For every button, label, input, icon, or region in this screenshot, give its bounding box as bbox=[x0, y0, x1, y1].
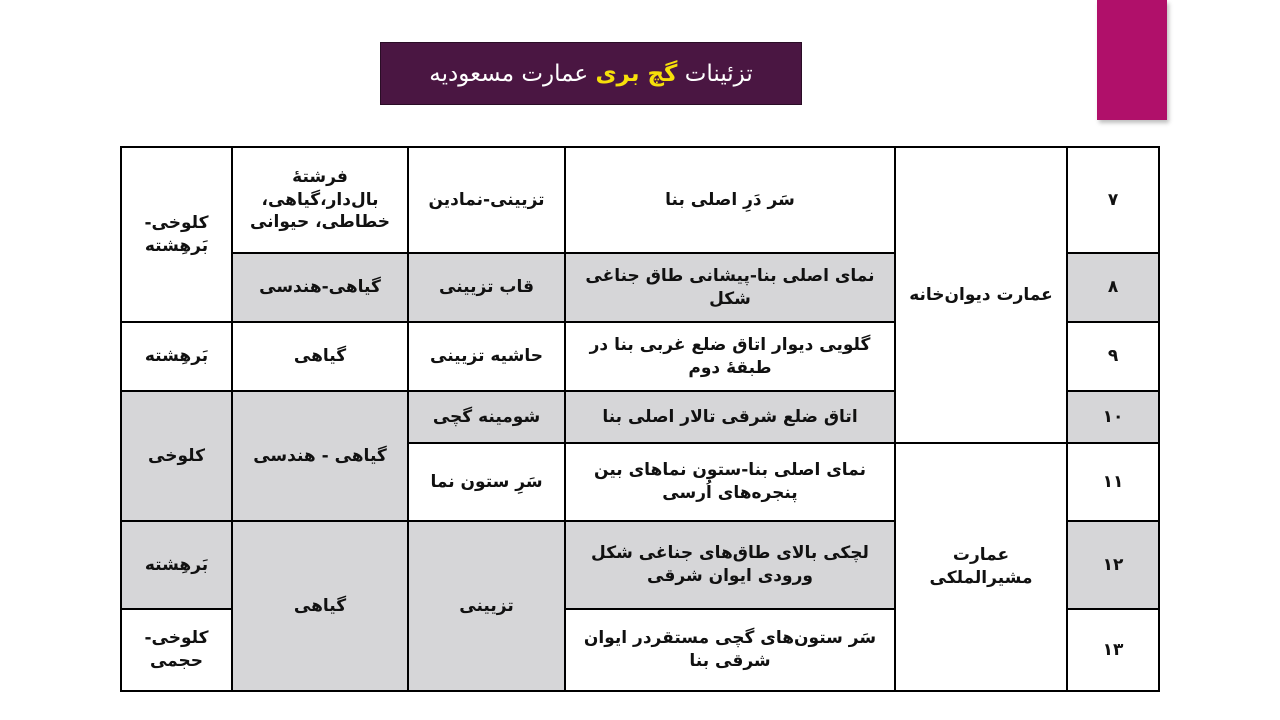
type-cell: سَرِ ستون نما bbox=[409, 444, 564, 520]
row-number: ۱۲ bbox=[1068, 522, 1158, 608]
technique-cell: بَرهِشته bbox=[122, 323, 231, 390]
row-number: ۷ bbox=[1068, 148, 1158, 252]
row-number: ۹ bbox=[1068, 323, 1158, 390]
title-part-1: تزئینات bbox=[684, 60, 753, 87]
type-cell: تزیینی-نمادین bbox=[409, 148, 564, 252]
technique-cell: کلوخی-بَرهِشته bbox=[122, 148, 231, 321]
row-number: ۱۳ bbox=[1068, 610, 1158, 690]
location-cell: نمای اصلی بنا-ستون نماهای بین پنجره‌های اُرسی bbox=[566, 444, 894, 520]
accent-bar bbox=[1097, 0, 1167, 120]
location-cell: اتاق ضلع شرقی تالار اصلی بنا bbox=[566, 392, 894, 442]
location-cell: سَر ستون‌های گچی مستقردر ایوان شرقی بنا bbox=[566, 610, 894, 690]
technique-cell: بَرهِشته bbox=[122, 522, 231, 608]
row-number: ۸ bbox=[1068, 254, 1158, 321]
location-cell: سَر دَرِ اصلی بنا bbox=[566, 148, 894, 252]
building-cell: عمارت مشیرالملکی bbox=[896, 444, 1066, 690]
building-cell: عمارت دیوان‌خانه bbox=[896, 148, 1066, 442]
technique-cell: کلوخی-حجمی bbox=[122, 610, 231, 690]
type-cell: قاب تزیینی bbox=[409, 254, 564, 321]
row-number: ۱۰ bbox=[1068, 392, 1158, 442]
motif-cell: گیاهی bbox=[233, 522, 407, 690]
type-cell: حاشیه تزیینی bbox=[409, 323, 564, 390]
motif-cell: فرشتهٔ بال‌دار،گیاهی، خطاطی، حیوانی bbox=[233, 148, 407, 252]
location-cell: گلویی دیوار اتاق ضلع غربی بنا در طبقهٔ دوم bbox=[566, 323, 894, 390]
technique-cell: کلوخی bbox=[122, 392, 231, 520]
slide-title bbox=[380, 42, 802, 105]
row-number: ۱۱ bbox=[1068, 444, 1158, 520]
location-cell: لچکی بالای طاق‌های جناغی شکل ورودی ایوان شرقی bbox=[566, 522, 894, 608]
stucco-table bbox=[120, 146, 1160, 692]
motif-cell: گیاهی bbox=[233, 323, 407, 390]
motif-cell: گیاهی - هندسی bbox=[233, 392, 407, 520]
title-highlight: گچ بری bbox=[595, 60, 678, 87]
title-part-2: عمارت مسعودیه bbox=[429, 60, 589, 87]
motif-cell: گیاهی-هندسی bbox=[233, 254, 407, 321]
type-cell: تزیینی bbox=[409, 522, 564, 690]
type-cell: شومینه گچی bbox=[409, 392, 564, 442]
location-cell: نمای اصلی بنا-پیشانی طاق جناغی شکل bbox=[566, 254, 894, 321]
